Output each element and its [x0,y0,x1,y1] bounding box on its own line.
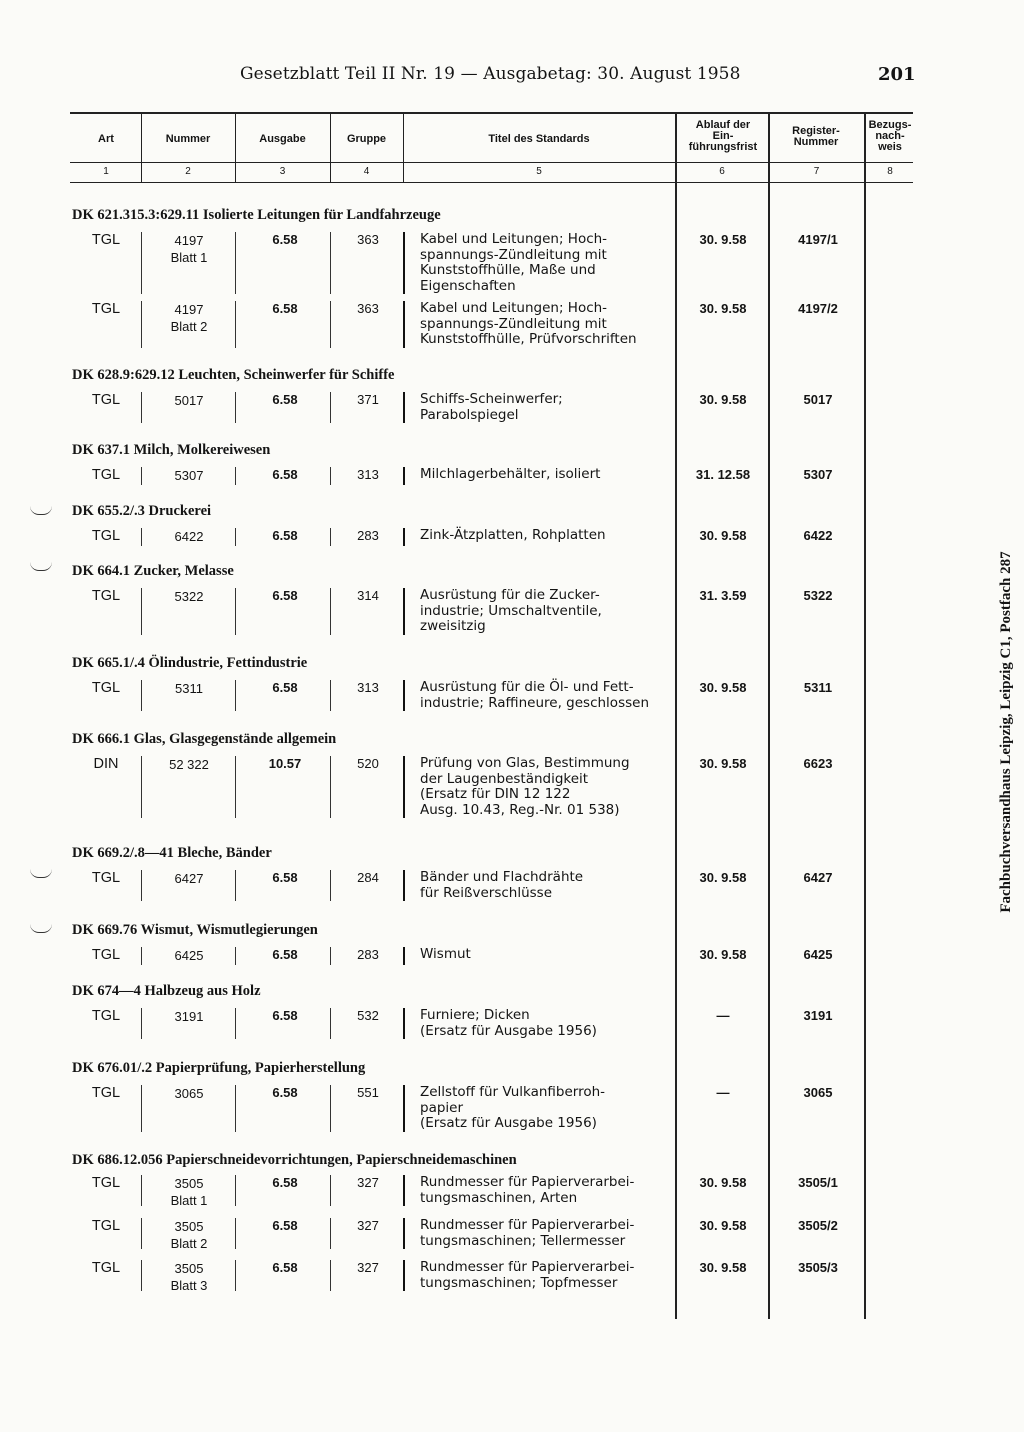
row-gruppe: 313 [357,467,379,482]
row-art: TGL [91,301,121,317]
column-separator-tick [141,870,142,901]
row-titel: Furniere; Dicken (Ersatz für Ausgabe 1956) [420,1007,597,1039]
row-art: TGL [91,680,121,696]
row-titel: Wismut [420,946,471,962]
col-header-nummer: Nummer [165,133,211,145]
column-separator-tick [330,232,331,294]
row-nummer: 3505 Blatt 1 [170,1176,208,1208]
column-separator-tick [141,232,142,294]
column-separator-tick [141,301,142,348]
column-separator-tick [403,947,405,965]
column-separator-tick [235,588,236,635]
column-separator-tick [235,680,236,711]
col-header-bezug: Bezugs-nach-weis [868,119,912,153]
row-ablauf: 30. 9.58 [699,301,747,316]
section-heading: DK 664.1 Zucker, Melasse [72,563,234,579]
row-gruppe: 284 [357,870,379,885]
row-art: TGL [91,232,121,248]
col-number: 5 [536,166,542,177]
row-nummer: 3505 Blatt 3 [170,1261,208,1293]
section-heading: DK 669.76 Wismut, Wismutlegierungen [72,922,318,938]
column-separator-tick [235,467,236,485]
table-top-rule [70,112,913,114]
row-register: 4197/1 [798,232,838,247]
row-nummer: 4197 Blatt 2 [170,302,208,334]
column-separator-tick [330,680,331,711]
col-number: 6 [719,166,725,177]
col-number: 4 [363,166,370,177]
row-ausgabe: 6.58 [272,870,298,885]
row-art: TGL [91,588,121,604]
column-separator-tick [235,301,236,348]
row-register: 5311 [803,680,833,695]
row-art: TGL [91,947,121,963]
column-separator-tick [403,1218,405,1249]
column-separator-tick [141,1260,142,1291]
row-nummer: 6427 [174,871,204,886]
row-titel: Kabel und Leitungen; Hoch- spannungs-Zündleitung mit Kunststoffhülle, Maße und Eigenschaften [420,231,608,294]
column-separator-tick [141,467,142,485]
col-number: 2 [185,166,191,177]
row-ablauf: 30. 9.58 [699,680,747,695]
row-gruppe: 520 [357,756,379,771]
row-titel: Milchlagerbehälter, isoliert [420,466,601,482]
column-separator-tick [141,1008,142,1039]
section-heading: DK 655.2/.3 Druckerei [72,503,212,519]
column-separator-tick [235,528,236,546]
column-separator-tick [403,528,405,546]
column-separator-tick [330,870,331,901]
row-art: TGL [91,1175,121,1191]
margin-mark [30,869,52,878]
row-ablauf: 30. 9.58 [699,947,747,962]
column-separator-tick [330,528,331,546]
margin-mark [30,924,52,933]
column-separator-tick [235,232,236,294]
section-heading: DK 637.1 Milch, Molkereiwesen [72,442,271,458]
row-register: 6425 [803,947,833,962]
column-separator-tick [141,528,142,546]
row-nummer: 6425 [174,948,204,963]
row-titel: Kabel und Leitungen; Hoch- spannungs-Zündleitung mit Kunststoffhülle, Prüfvorschriften [420,300,637,347]
row-gruppe: 327 [357,1175,379,1190]
section-heading: DK 674—4 Halbzeug aus Holz [72,983,261,999]
column-separator-tick [403,232,405,294]
column-separator-tick [403,870,405,901]
row-ausgabe: 6.58 [272,528,298,543]
section-heading: DK 669.2/.8—41 Bleche, Bänder [72,845,272,861]
column-separator-tick [235,392,236,423]
row-ablauf: 30. 9.58 [699,1260,747,1275]
column-separator-tick [235,756,236,818]
col-header-ablauf: Ablauf der Ein-führungsfrist [688,119,758,153]
row-titel: Ausrüstung für die Zucker- industrie; Umschaltventile, zweisitzig [420,587,602,634]
row-gruppe: 363 [357,301,379,316]
col-header-titel: Titel des Standards [488,133,590,145]
row-nummer: 4197 Blatt 1 [170,233,208,265]
column-separator-tick [330,756,331,818]
row-ausgabe: 6.58 [272,301,298,316]
column-separator-tick [235,1218,236,1249]
publisher-side-note: Fachbuchversandhaus Leipzig, Leipzig C1, Postfach 287 [998,551,1014,913]
column-separator-tick [141,1218,142,1249]
col-divider-ablauf [675,114,677,1319]
column-separator-tick [403,1260,405,1291]
col-header-art: Art [98,133,114,145]
row-register: 3505/3 [798,1260,838,1275]
row-titel: Rundmesser für Papierverarbei- tungsmaschinen; Topfmesser [420,1259,635,1291]
col-number: 1 [103,166,109,177]
row-art: DIN [93,756,119,772]
row-ablauf: 30. 9.58 [699,870,747,885]
row-ablauf: 30. 9.58 [699,392,747,407]
row-ausgabe: 6.58 [272,467,298,482]
column-separator-tick [403,756,405,818]
column-separator-tick [403,680,405,711]
row-art: TGL [91,1260,121,1276]
row-register: 3505/2 [798,1218,838,1233]
column-separator-tick [330,392,331,423]
column-separator-tick [403,1008,405,1039]
column-separator-tick [403,1175,405,1206]
row-art: TGL [91,1085,121,1101]
row-gruppe: 313 [357,680,379,695]
col-divider-register [768,114,770,1319]
col-number: 7 [813,166,820,177]
row-art: TGL [91,467,121,483]
header-bottom-rule [70,182,913,183]
row-gruppe: 327 [357,1260,379,1275]
column-separator-tick [235,1008,236,1039]
row-art: TGL [91,528,121,544]
row-ausgabe: 6.58 [272,1175,298,1190]
row-nummer: 6422 [174,529,204,544]
row-art: TGL [91,1218,121,1234]
row-ausgabe: 6.58 [272,232,298,247]
column-separator-tick [403,392,405,423]
column-separator-tick [235,947,236,965]
row-ausgabe: 6.58 [272,947,298,962]
column-separator-tick [330,1260,331,1291]
row-titel: Prüfung von Glas, Bestimmung der Laugenbeständigkeit (Ersatz für DIN 12 122 Ausg. 10.43, Reg.-Nr. 01 538) [420,755,630,818]
column-separator-tick [141,1085,142,1132]
row-nummer: 5322 [174,589,204,604]
row-titel: Bänder und Flachdrähte für Reißverschlüsse [420,869,584,901]
row-titel: Rundmesser für Papierverarbei- tungsmaschinen, Arten [420,1174,635,1206]
row-gruppe: 327 [357,1218,379,1233]
row-register: 5017 [803,392,833,407]
column-separator-tick [141,947,142,965]
row-ausgabe: 6.58 [272,1218,298,1233]
column-separator-tick [235,1175,236,1206]
column-separator-tick [403,467,405,485]
row-register: 6422 [803,528,833,543]
row-nummer: 52 322 [169,757,209,772]
row-register: 3505/1 [798,1175,838,1190]
column-separator-tick [141,680,142,711]
column-separator-tick [235,1260,236,1291]
row-ausgabe: 6.58 [272,1085,298,1100]
column-separator-tick [141,756,142,818]
column-separator-tick [330,1175,331,1206]
section-heading: DK 666.1 Glas, Glasgegenstände allgemein [72,731,337,747]
column-separator-tick [403,301,405,348]
row-art: TGL [91,392,121,408]
column-separator-tick [330,1218,331,1249]
section-heading: DK 676.01/.2 Papierprüfung, Papierherstellung [72,1060,366,1076]
row-gruppe: 363 [357,232,379,247]
column-separator-tick [403,588,405,635]
row-gruppe: 532 [357,1008,379,1023]
row-gruppe: 551 [357,1085,379,1100]
row-ablauf: — [716,1085,730,1100]
row-register: 5322 [803,588,833,603]
row-ausgabe: 6.58 [272,680,298,695]
col-number: 3 [279,166,286,177]
col-header-register: Register-Nummer [792,125,840,148]
row-ausgabe: 6.58 [272,1260,298,1275]
row-nummer: 5311 [175,681,203,696]
column-separator-tick [330,301,331,348]
row-nummer: 3191 [174,1009,204,1024]
row-ablauf: — [716,1008,730,1023]
row-ablauf: 30. 9.58 [699,528,747,543]
column-separator-tick [235,1085,236,1132]
section-heading: DK 621.315.3:629.11 Isolierte Leitungen für Landfahrzeuge [72,207,441,223]
section-heading: DK 665.1/.4 Ölindustrie, Fettindustrie [72,655,308,671]
column-separator-tick [141,1175,142,1206]
row-register: 5307 [803,467,833,482]
col-divider-bezug [864,114,866,1319]
row-register: 3065 [803,1085,833,1100]
row-titel: Zink-Ätzplatten, Rohplatten [420,527,606,543]
row-titel: Rundmesser für Papierverarbei- tungsmaschinen; Tellermesser [420,1217,635,1249]
row-ausgabe: 6.58 [272,588,298,603]
row-art: TGL [91,1008,121,1024]
row-titel: Ausrüstung für die Öl- und Fett- industrie; Raffineure, geschlossen [420,679,649,711]
row-gruppe: 371 [357,392,379,407]
row-nummer: 3065 [174,1086,204,1101]
margin-mark [30,506,52,515]
section-heading: DK 628.9:629.12 Leuchten, Scheinwerfer für Schiffe [72,367,395,383]
row-ablauf: 30. 9.58 [699,232,747,247]
col-header-ausgabe: Ausgabe [259,133,306,145]
column-separator-tick [235,870,236,901]
column-separator-tick [330,1085,331,1132]
row-ablauf: 30. 9.58 [699,1175,747,1190]
margin-mark [30,562,52,571]
row-nummer: 3505 Blatt 2 [170,1219,208,1251]
col-header-gruppe: Gruppe [346,133,387,145]
page-header-title: Gesetzblatt Teil II Nr. 19 — Ausgabetag: 30. August 1958 [240,64,741,84]
row-register: 6623 [803,756,833,771]
row-gruppe: 283 [357,947,379,962]
column-separator-tick [141,588,142,635]
row-register: 4197/2 [798,301,838,316]
row-art: TGL [91,870,121,886]
column-separator-tick [403,1085,405,1132]
column-separator-tick [330,467,331,485]
row-titel: Schiffs-Scheinwerfer; Parabolspiegel [420,391,563,423]
row-gruppe: 283 [357,528,379,543]
column-separator-tick [141,392,142,423]
row-nummer: 5307 [174,468,204,483]
column-separator-tick [330,588,331,635]
row-ausgabe: 10.57 [268,756,302,771]
row-ablauf: 31. 3.59 [699,588,747,603]
row-ablauf: 30. 9.58 [699,1218,747,1233]
col-number: 8 [887,166,893,177]
section-heading: DK 686.12.056 Papierschneidevorrichtungen, Papierschneidemaschinen [72,1152,517,1168]
row-ablauf: 31. 12.58 [695,467,751,482]
column-separator-tick [330,1008,331,1039]
column-separator-tick [330,947,331,965]
row-register: 6427 [803,870,833,885]
row-titel: Zellstoff für Vulkanfiberroh- papier (Ersatz für Ausgabe 1956) [420,1084,606,1131]
row-nummer: 5017 [174,393,204,408]
row-ablauf: 30. 9.58 [699,756,747,771]
page-number: 201 [878,64,916,85]
row-register: 3191 [803,1008,833,1023]
row-ausgabe: 6.58 [272,1008,298,1023]
header-divider-rule [70,162,913,163]
row-ausgabe: 6.58 [272,392,298,407]
row-gruppe: 314 [357,588,379,603]
